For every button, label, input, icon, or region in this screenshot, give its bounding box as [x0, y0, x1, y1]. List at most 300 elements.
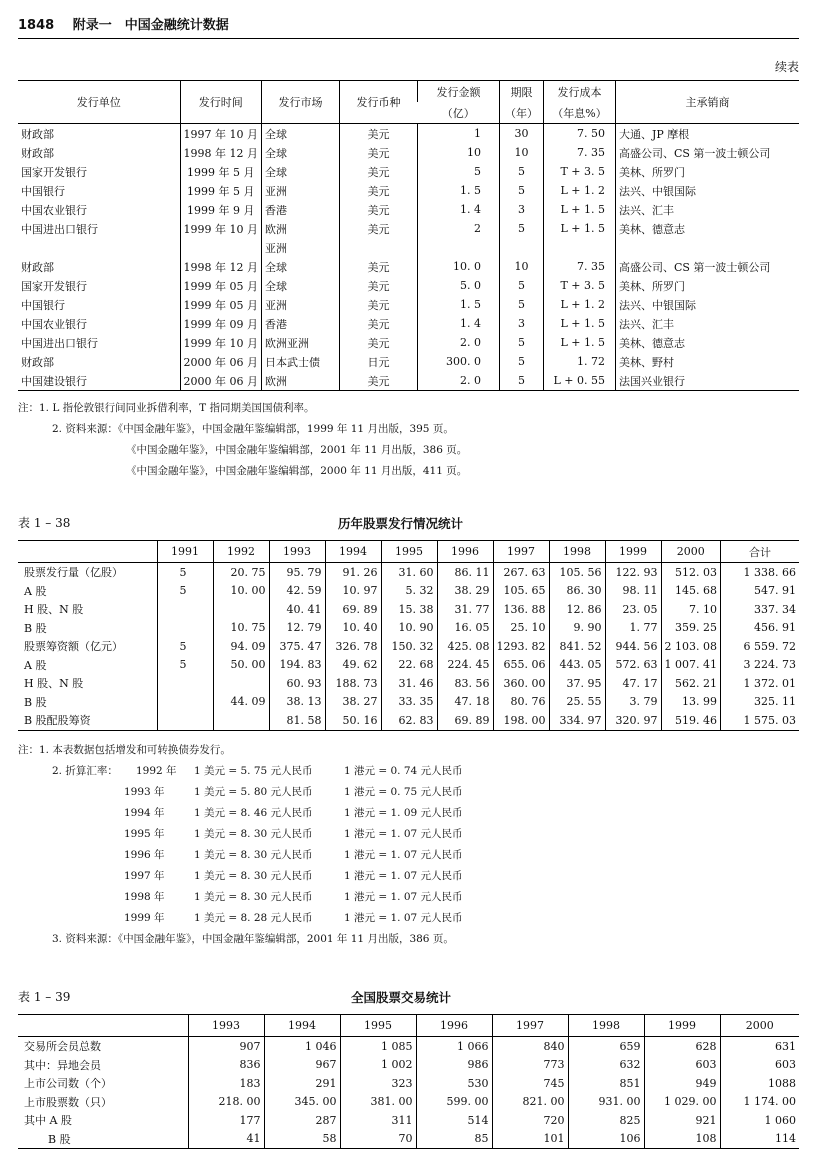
table-cell: 562. 21: [661, 674, 720, 693]
table-cell: 25. 10: [493, 619, 549, 638]
table-cell: 法兴、汇丰: [615, 314, 799, 333]
header-rule: [18, 38, 799, 39]
table-cell: 1999 年 10 月: [180, 219, 261, 238]
table-cell: [157, 693, 213, 712]
col-market: 发行市场: [261, 81, 339, 124]
table-cell: 5: [499, 371, 543, 391]
table-cell: 法兴、中银国际: [615, 295, 799, 314]
column-header: 2000: [661, 541, 720, 563]
note-2: 2. 资料来源：《中国金融年鉴》，中国金融年鉴编辑部，1999 年 11 月出版，395 页。: [52, 423, 454, 435]
col-term-unit: （年）: [499, 102, 543, 124]
table-cell: 10. 90: [381, 619, 437, 638]
column-header: 合计: [720, 541, 799, 563]
table-cell: 2000 年 06 月: [180, 352, 261, 371]
table-cell: 美元: [339, 143, 417, 162]
table-cell: 财政部: [21, 355, 54, 369]
table-cell: [157, 674, 213, 693]
table-cell: 亚洲: [261, 238, 339, 257]
table-cell: 中国建设银行: [21, 374, 87, 388]
table-cell: 572. 63: [605, 656, 661, 675]
table-cell: 519. 46: [661, 711, 720, 730]
table-cell: 69. 89: [325, 600, 381, 619]
table-cell: 320. 97: [605, 711, 661, 730]
table-cell: A 股: [24, 584, 47, 598]
table-cell: 183: [188, 1074, 264, 1093]
table-cell: 38. 27: [325, 693, 381, 712]
table-cell: 1998 年 12 月: [180, 257, 261, 276]
table-cell: 1999 年 05 月: [180, 276, 261, 295]
table-cell: 10. 97: [325, 582, 381, 601]
col-cost-unit: （年息%）: [543, 102, 615, 124]
table-cell: 94. 09: [213, 637, 269, 656]
table-cell: 中国农业银行: [21, 203, 87, 217]
table-cell: 311: [340, 1111, 416, 1130]
col-term: 期限: [499, 81, 543, 103]
table-cell: 58: [264, 1130, 340, 1149]
column-header: 1995: [381, 541, 437, 563]
table-cell: 国家开发银行: [21, 279, 87, 293]
table-cell: 659: [568, 1037, 644, 1056]
table-row: [18, 219, 799, 238]
rate-year: 1997 年: [124, 870, 165, 882]
running-title: 附录一 中国金融统计数据: [72, 18, 229, 33]
table-cell: 中国银行: [21, 298, 65, 312]
table-cell: 177: [188, 1111, 264, 1130]
table-cell: [543, 238, 615, 257]
table-cell: 中国进出口银行: [21, 222, 98, 236]
table-cell: 10. 75: [213, 619, 269, 638]
table-cell: 631: [720, 1037, 799, 1056]
table-cell: 香港: [261, 314, 339, 333]
table-row: [18, 181, 799, 200]
rate-hkd: 1 港元 = 0. 74 元人民币: [344, 765, 463, 777]
table-cell: 10: [417, 143, 499, 162]
table-cell: 3 224. 73: [720, 656, 799, 675]
rate-usd: 1 美元 = 5. 75 元人民币: [194, 765, 313, 777]
table-cell: 323: [340, 1074, 416, 1093]
table-cell: 1 174. 00: [720, 1093, 799, 1112]
table-cell: 359. 25: [661, 619, 720, 638]
page-header: [18, 14, 229, 33]
table-cell: 美林、德意志: [615, 219, 799, 238]
table-cell: 603: [720, 1056, 799, 1075]
table-cell: 375. 47: [269, 637, 325, 656]
table-cell: 325. 11: [720, 693, 799, 712]
table-cell: 美元: [339, 276, 417, 295]
table-cell: H 股、N 股: [24, 603, 84, 617]
table-row: [18, 563, 799, 582]
table-cell: 95. 79: [269, 563, 325, 582]
table-cell: 美元: [339, 295, 417, 314]
table-cell: 7. 50: [543, 124, 615, 144]
table-cell: 1 002: [340, 1056, 416, 1075]
table-cell: 1. 5: [417, 181, 499, 200]
table-cell: L + 0. 55: [543, 371, 615, 391]
table-cell: 25. 55: [549, 693, 605, 712]
table-cell: 381. 00: [340, 1093, 416, 1112]
table-cell: 967: [264, 1056, 340, 1075]
table-cell: 50. 16: [325, 711, 381, 730]
table-cell: 股票发行量（亿股）: [24, 566, 123, 580]
table-cell: 44. 09: [213, 693, 269, 712]
table-cell: 69. 89: [437, 711, 493, 730]
col-amount: 发行金额: [417, 81, 499, 103]
table2-title: 历年股票发行情况统计: [338, 516, 464, 531]
table-cell: 1 060: [720, 1111, 799, 1130]
table-cell: 287: [264, 1111, 340, 1130]
table-cell: 1. 77: [605, 619, 661, 638]
table-cell: 12. 79: [269, 619, 325, 638]
table-cell: 83. 56: [437, 674, 493, 693]
table-cell: 5: [417, 162, 499, 181]
table-cell: 836: [188, 1056, 264, 1075]
table-cell: 105. 65: [493, 582, 549, 601]
table-row: [18, 711, 799, 730]
table-cell: 美元: [339, 200, 417, 219]
table-cell: 37. 95: [549, 674, 605, 693]
table-row: [18, 656, 799, 675]
table-cell: 1999 年 05 月: [180, 295, 261, 314]
table-cell: 851: [568, 1074, 644, 1093]
table-cell: 3. 79: [605, 693, 661, 712]
table-cell: 财政部: [21, 127, 54, 141]
table-row: [18, 238, 799, 257]
table-cell: [18, 238, 180, 257]
table3-title: 全国股票交易统计: [351, 990, 452, 1005]
table-cell: 1: [417, 124, 499, 144]
table-cell: L + 1. 5: [543, 200, 615, 219]
table-cell: 345. 00: [264, 1093, 340, 1112]
rate-usd: 1 美元 = 8. 28 元人民币: [194, 912, 313, 924]
table-row: [18, 124, 799, 144]
column-header: 1992: [213, 541, 269, 563]
table-cell: 美元: [339, 257, 417, 276]
table-cell: 1. 4: [417, 200, 499, 219]
column-header: [18, 541, 157, 563]
table-cell: 财政部: [21, 146, 54, 160]
table-cell: 5: [157, 563, 213, 582]
table-cell: 145. 68: [661, 582, 720, 601]
table3-label: 表 1 – 39: [18, 990, 71, 1004]
table-cell: 美元: [339, 333, 417, 352]
table-cell: 10: [499, 143, 543, 162]
column-header: 1997: [492, 1015, 568, 1037]
table-cell: 财政部: [21, 260, 54, 274]
rate-hkd: 1 港元 = 1. 07 元人民币: [344, 912, 463, 924]
rate-hkd: 1 港元 = 1. 07 元人民币: [344, 849, 463, 861]
table-row: [18, 1093, 799, 1112]
table-cell: 1088: [720, 1074, 799, 1093]
table-cell: 10. 00: [213, 582, 269, 601]
table-row: [18, 257, 799, 276]
table-cell: 1999 年 9 月: [180, 200, 261, 219]
table-cell: 1 338. 66: [720, 563, 799, 582]
col-amount-unit: （亿）: [417, 102, 499, 124]
table-row: [18, 295, 799, 314]
table-cell: [213, 711, 269, 730]
table-cell: [180, 238, 261, 257]
table-row: [18, 1111, 799, 1130]
table-cell: 2000 年 06 月: [180, 371, 261, 391]
table-row: [18, 1130, 799, 1149]
table-cell: 全球: [261, 257, 339, 276]
table-cell: 456. 91: [720, 619, 799, 638]
rate-year: 1994 年: [124, 807, 165, 819]
table-row: [18, 1056, 799, 1075]
table-cell: 101: [492, 1130, 568, 1149]
table-cell: 632: [568, 1056, 644, 1075]
table-cell: 2. 0: [417, 371, 499, 391]
table-cell: 1 575. 03: [720, 711, 799, 730]
table-cell: 514: [416, 1111, 492, 1130]
page-number: 1848: [18, 18, 55, 33]
table-cell: 47. 17: [605, 674, 661, 693]
column-header: 1996: [416, 1015, 492, 1037]
table-cell: 7. 10: [661, 600, 720, 619]
table-cell: 1. 4: [417, 314, 499, 333]
table-cell: 美元: [339, 124, 417, 144]
column-header: 1998: [568, 1015, 644, 1037]
table-cell: 85: [416, 1130, 492, 1149]
rate-hkd: 1 港元 = 1. 07 元人民币: [344, 870, 463, 882]
rate-usd: 1 美元 = 8. 30 元人民币: [194, 849, 313, 861]
table-cell: 70: [340, 1130, 416, 1149]
table-cell: 5: [499, 276, 543, 295]
table-cell: 中国银行: [21, 184, 65, 198]
table-cell: 60. 93: [269, 674, 325, 693]
table-cell: 291: [264, 1074, 340, 1093]
table-cell: 655. 06: [493, 656, 549, 675]
table-cell: 日元: [339, 352, 417, 371]
table-cell: 20. 75: [213, 563, 269, 582]
note-4: 《中国金融年鉴》，中国金融年鉴编辑部，2000 年 11 月出版，411 页。: [126, 465, 468, 477]
table-cell: 42. 59: [269, 582, 325, 601]
table-cell: 5. 32: [381, 582, 437, 601]
rate-usd: 1 美元 = 8. 30 元人民币: [194, 828, 313, 840]
table-cell: 22. 68: [381, 656, 437, 675]
table-cell: 2 103. 08: [661, 637, 720, 656]
table-cell: 日本武士债: [261, 352, 339, 371]
table-cell: 825: [568, 1111, 644, 1130]
rate-hkd: 1 港元 = 1. 09 元人民币: [344, 807, 463, 819]
table-cell: 15. 38: [381, 600, 437, 619]
table-cell: 3: [499, 314, 543, 333]
table-cell: [417, 238, 499, 257]
table-cell: 美林、所罗门: [615, 162, 799, 181]
table-row: [18, 582, 799, 601]
rate-year: 1996 年: [124, 849, 165, 861]
table-cell: 337. 34: [720, 600, 799, 619]
table-cell: 中国进出口银行: [21, 336, 98, 350]
table-cell: 1 066: [416, 1037, 492, 1056]
col-issuer: 发行单位: [18, 81, 180, 124]
table-cell: 931. 00: [568, 1093, 644, 1112]
table-cell: 香港: [261, 200, 339, 219]
table-cell: 其中 A 股: [24, 1114, 72, 1128]
table-cell: 81. 58: [269, 711, 325, 730]
table-cell: 443. 05: [549, 656, 605, 675]
column-header: 1999: [605, 541, 661, 563]
table-cell: 188. 73: [325, 674, 381, 693]
table-cell: 921: [644, 1111, 720, 1130]
table-cell: 198. 00: [493, 711, 549, 730]
table-cell: A 股: [24, 658, 47, 672]
table-cell: 98. 11: [605, 582, 661, 601]
rate-usd: 1 美元 = 5. 80 元人民币: [194, 786, 313, 798]
table-row: [18, 693, 799, 712]
table-cell: 62. 83: [381, 711, 437, 730]
table-cell: 1999 年 10 月: [180, 333, 261, 352]
table-cell: [213, 600, 269, 619]
table-cell: 40. 41: [269, 600, 325, 619]
table-cell: 86. 11: [437, 563, 493, 582]
note-2-2: 2. 折算汇率：: [52, 765, 118, 777]
column-header: 2000: [720, 1015, 799, 1037]
table-cell: 841. 52: [549, 637, 605, 656]
table-cell: 法兴、中银国际: [615, 181, 799, 200]
table-cell: 1999 年 09 月: [180, 314, 261, 333]
table-cell: [157, 600, 213, 619]
table-cell: 全球: [261, 143, 339, 162]
table-cell: L + 1. 5: [543, 314, 615, 333]
table-cell: 944. 56: [605, 637, 661, 656]
table-cell: 5: [499, 352, 543, 371]
table-cell: 1999 年 5 月: [180, 181, 261, 200]
bond-issuance-table: [18, 80, 799, 391]
table-cell: 150. 32: [381, 637, 437, 656]
table-cell: [157, 619, 213, 638]
table-cell: 5: [499, 295, 543, 314]
table-cell: 1 029. 00: [644, 1093, 720, 1112]
table-cell: 7. 35: [543, 257, 615, 276]
table-cell: 股票筹资额（亿元）: [24, 640, 123, 654]
table-cell: 全球: [261, 276, 339, 295]
table-cell: 360. 00: [493, 674, 549, 693]
rate-usd: 1 美元 = 8. 30 元人民币: [194, 870, 313, 882]
table-row: [18, 143, 799, 162]
table-cell: 1. 5: [417, 295, 499, 314]
table-cell: 10: [499, 257, 543, 276]
table-cell: 33. 35: [381, 693, 437, 712]
table-cell: 美元: [339, 371, 417, 391]
column-header: 1993: [188, 1015, 264, 1037]
table-cell: 1997 年 10 月: [180, 124, 261, 144]
table-cell: 267. 63: [493, 563, 549, 582]
table-cell: 91. 26: [325, 563, 381, 582]
note-3: 《中国金融年鉴》，中国金融年鉴编辑部，2001 年 11 月出版，386 页。: [126, 444, 468, 456]
table-cell: L + 1. 2: [543, 295, 615, 314]
table-cell: 5: [499, 333, 543, 352]
table-cell: 法兴、汇丰: [615, 200, 799, 219]
table-cell: 13. 99: [661, 693, 720, 712]
table-cell: 12. 86: [549, 600, 605, 619]
table-cell: 欧洲亚洲: [261, 333, 339, 352]
table-cell: 530: [416, 1074, 492, 1093]
table-cell: 欧洲: [261, 371, 339, 391]
table-cell: 122. 93: [605, 563, 661, 582]
table-cell: B 股配股筹资: [24, 714, 91, 728]
table-row: [18, 371, 799, 391]
table-cell: 1293. 82: [493, 637, 549, 656]
table-cell: 38. 13: [269, 693, 325, 712]
table-cell: 773: [492, 1056, 568, 1075]
table-cell: 美林、野村: [615, 352, 799, 371]
table-row: [18, 674, 799, 693]
table-cell: 106: [568, 1130, 644, 1149]
table-cell: 上市股票数（只）: [24, 1095, 112, 1109]
table-cell: 美元: [339, 181, 417, 200]
table-cell: 23. 05: [605, 600, 661, 619]
table-cell: H 股、N 股: [24, 677, 84, 691]
table-cell: [157, 711, 213, 730]
table-cell: 3: [499, 200, 543, 219]
table-cell: 5: [157, 656, 213, 675]
table-cell: 1 085: [340, 1037, 416, 1056]
rate-year: 1995 年: [124, 828, 165, 840]
table-cell: 821. 00: [492, 1093, 568, 1112]
table-cell: 31. 46: [381, 674, 437, 693]
table-cell: 80. 76: [493, 693, 549, 712]
table-cell: 中国农业银行: [21, 317, 87, 331]
table-cell: 31. 60: [381, 563, 437, 582]
rate-hkd: 1 港元 = 1. 07 元人民币: [344, 828, 463, 840]
table-cell: 840: [492, 1037, 568, 1056]
table-row: [18, 200, 799, 219]
column-header: 1997: [493, 541, 549, 563]
continued-label: 续表: [774, 60, 799, 74]
table-row: [18, 1037, 799, 1056]
col-cost: 发行成本: [543, 81, 615, 103]
table-cell: 31. 77: [437, 600, 493, 619]
table-cell: 41: [188, 1130, 264, 1149]
table-cell: 16. 05: [437, 619, 493, 638]
table-cell: 194. 83: [269, 656, 325, 675]
col-date: 发行时间: [180, 81, 261, 124]
rate-usd: 1 美元 = 8. 30 元人民币: [194, 891, 313, 903]
table-cell: 上市公司数（个）: [24, 1077, 112, 1091]
table-cell: 高盛公司、CS 第一波士顿公司: [615, 143, 799, 162]
table-cell: 326. 78: [325, 637, 381, 656]
table-row: [18, 162, 799, 181]
table-cell: 907: [188, 1037, 264, 1056]
table-cell: 1. 72: [543, 352, 615, 371]
rate-hkd: 1 港元 = 0. 75 元人民币: [344, 786, 463, 798]
table-cell: 国家开发银行: [21, 165, 87, 179]
note-2-1: 注：1. 本表数据包括增发和可转换债券发行。: [18, 744, 231, 756]
table-cell: 114: [720, 1130, 799, 1149]
rate-year: 1992 年: [136, 765, 177, 777]
note-1: 注：1. L 指伦敦银行间同业拆借利率，T 指同期美国国债利率。: [18, 402, 315, 414]
table-cell: 美林、德意志: [615, 333, 799, 352]
table-cell: 大通、JP 摩根: [615, 124, 799, 144]
column-header: 1994: [325, 541, 381, 563]
table-cell: [339, 238, 417, 257]
table-cell: 136. 88: [493, 600, 549, 619]
table-cell: 49. 62: [325, 656, 381, 675]
table-cell: 2. 0: [417, 333, 499, 352]
table-cell: 5: [499, 219, 543, 238]
table-cell: L + 1. 5: [543, 219, 615, 238]
table-cell: L + 1. 5: [543, 333, 615, 352]
table-row: [18, 637, 799, 656]
table-cell: [499, 238, 543, 257]
table-cell: 1999 年 5 月: [180, 162, 261, 181]
table-cell: 30: [499, 124, 543, 144]
column-header: 1999: [644, 1015, 720, 1037]
table2-label: 表 1 – 38: [18, 516, 71, 530]
table-cell: 美元: [339, 162, 417, 181]
table-cell: 512. 03: [661, 563, 720, 582]
